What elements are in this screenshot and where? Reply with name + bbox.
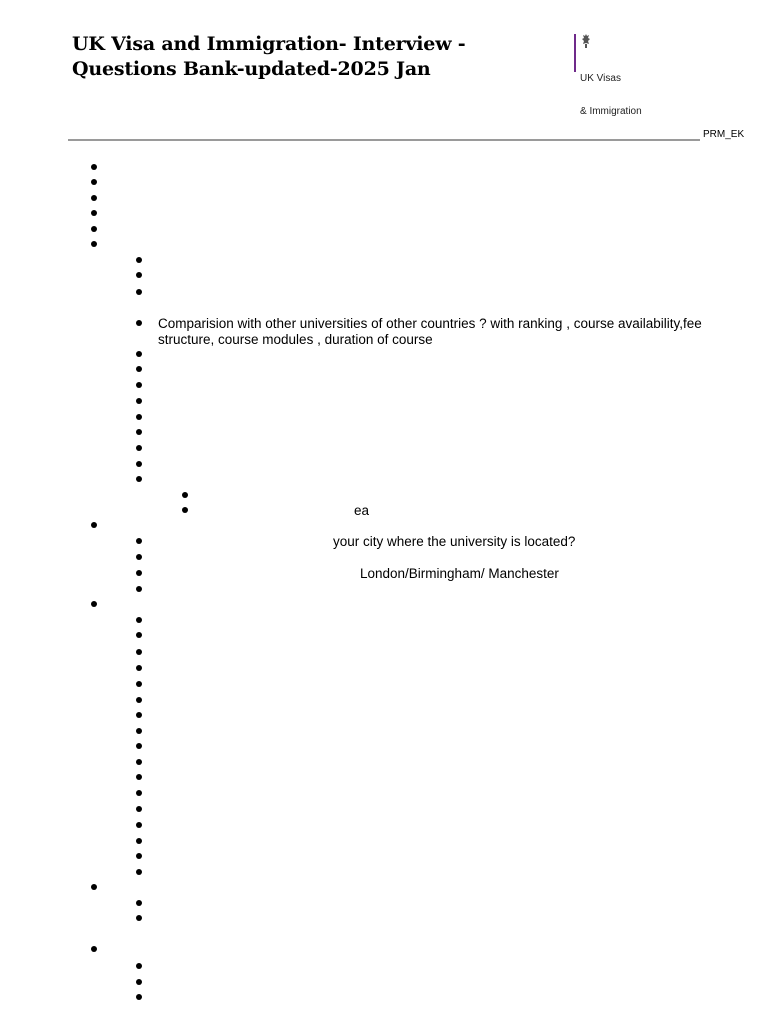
list-bullet [136,445,142,451]
list-item-text: London/Birmingham/ Manchester [360,566,559,581]
logo-text [580,51,642,139]
title-line-2: Questions Bank-updated-2025 Jan [72,58,431,80]
list-bullet [136,320,142,326]
list-bullet [136,366,142,372]
list-bullet [136,963,142,969]
list-bullet [182,507,188,513]
list-bullet [91,884,97,890]
list-bullet [136,806,142,812]
list-bullet [136,759,142,765]
list-bullet [136,429,142,435]
list-bullet [136,617,142,623]
list-bullet [136,554,142,560]
list-bullet [136,774,142,780]
list-bullet [136,414,142,420]
list-bullet [136,289,142,295]
list-bullet [136,257,142,263]
list-bullet [136,586,142,592]
list-bullet [136,649,142,655]
list-bullet [91,522,97,528]
list-bullet [136,382,142,388]
list-bullet [136,461,142,467]
logo-line-1: UK Visas [580,73,621,84]
list-bullet [136,681,142,687]
list-bullet [136,272,142,278]
list-bullet [91,179,97,185]
list-bullet [91,226,97,232]
list-bullet [136,994,142,1000]
list-bullet [136,351,142,357]
list-bullet [136,538,142,544]
list-item-text: ea [354,503,370,518]
list-bullet [136,728,142,734]
logo-bar [574,34,576,72]
comparison-line-1: Comparision with other universities of other countries ? with ranking , course availability,fee [158,316,702,331]
list-bullet [136,822,142,828]
list-bullet [91,195,97,201]
list-bullet [136,979,142,985]
list-bullet [91,164,97,170]
uk-visas-logo [574,34,664,117]
list-bullet [91,210,97,216]
list-bullet [136,915,142,921]
crest-icon [581,34,591,48]
list-bullet [136,398,142,404]
title-line-1: UK Visa and Immigration- Interview - [72,33,466,55]
header-rule [68,139,700,141]
document-code: PRM_EK [703,129,745,140]
list-bullet [136,869,142,875]
comparison-line-2: structure, course modules , duration of course [158,331,433,347]
list-item-text [158,316,718,347]
list-bullet [182,492,188,498]
list-bullet [136,665,142,671]
list-bullet [136,790,142,796]
list-bullet [136,476,142,482]
logo-line-2: & Immigration [580,106,642,117]
list-bullet [136,853,142,859]
list-bullet [91,241,97,247]
list-bullet [136,712,142,718]
list-bullet [136,570,142,576]
list-bullet [91,601,97,607]
list-item-text: your city where the university is located? [333,534,576,549]
list-bullet [136,838,142,844]
list-bullet [136,697,142,703]
list-bullet [136,632,142,638]
list-bullet [136,743,142,749]
list-bullet [136,900,142,906]
document-title [72,32,542,82]
list-bullet [91,946,97,952]
